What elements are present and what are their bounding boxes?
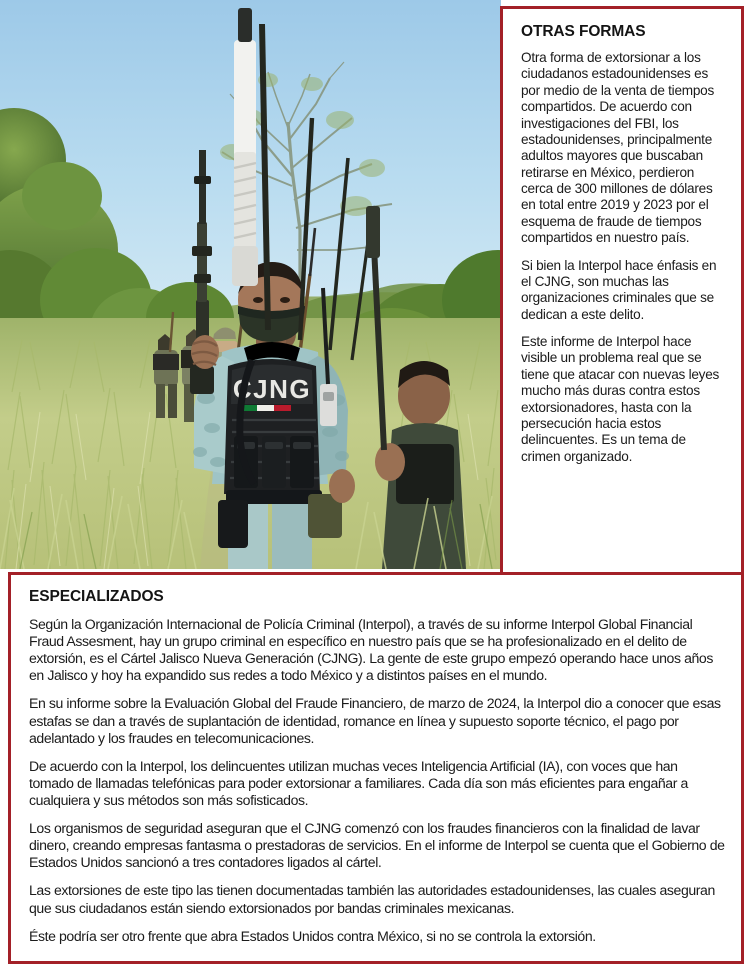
cjng-vest-text: CJNG (232, 374, 312, 404)
especializados-paragraph-2: En su informe sobre la Evaluación Global del Fraude Financiero, de marzo de 2024, la Interpol dio a conocer que esas estafas se dan a través de suplantación de identidad, romance en línea y supuesto soporte técnico, el pago por adelantado y los fraudes en telecomunicaciones. (29, 695, 721, 746)
otras-formas-paragraph-1: Otra forma de extorsionar a los ciudadanos estadounidenses es por medio de la venta de tiempos compartidos. De acuerdo con investigaciones del FBI, los estadounidenses, principalmente adultos mayores que buscaban retirarse en México, perdieron cerca de 300 millones de dólares en total entre 2019 y 2023 por el esquema de fraude de tiempos compartidos en nuestro país. (521, 50, 715, 246)
otras-formas-paragraph-3: Este informe de Interpol hace visible un problema real que se tiene que atacar con nuevas leyes mucho más duras contra estos extorsionadores, hasta con la persecución hacia estos delincuentes. Es un tema de crimen organizado. (521, 334, 720, 464)
especializados-paragraph-6: Éste podría ser otro frente que abra Estados Unidos contra México, si no se controla la extorsión. (29, 927, 596, 944)
especializados-paragraph-3: De acuerdo con la Interpol, los delincuentes utilizan muchas veces Inteligencia Artificial (IA), con voces que han tomado de llamadas telefónicas para poder extorsionar a familiares. Cada día son más eficientes para engañar a cualquiera y sus métodos son más sofisticados. (29, 757, 688, 808)
photo-illustration (0, 0, 501, 569)
especializados-paragraph-4: Los organismos de seguridad aseguran que el CJNG comenzó con los fraudes financieros con la finalidad de lavar dinero, creando empresas fantasma o prestadoras de servicios. En el informe de Interpol se cuenta que el Gobierno de Estados Unidos sancionó a tres contadores ligados al cártel. (29, 820, 725, 871)
especializados-heading: ESPECIALIZADOS (29, 588, 164, 605)
white-rifle-barrel (232, 8, 258, 286)
otras-formas-heading: OTRAS FORMAS (521, 23, 646, 40)
article-photo (0, 0, 501, 569)
otras-formas-panel (500, 6, 744, 578)
especializados-paragraph-5: Las extorsiones de este tipo las tienen documentadas también las autoridades estadounidenses, las cuales aseguran que sus ciudadanos están siendo extorsionados por bandas criminales mexicanas. (29, 882, 715, 916)
especializados-panel (8, 572, 744, 964)
otras-formas-paragraph-2: Si bien la Interpol hace énfasis en el CJNG, son muchas las organizaciones criminales que se dedican a este delito. (521, 257, 717, 322)
especializados-paragraph-1: Según la Organización Internacional de Policía Criminal (Interpol), a través de su informe Interpol Global Financial Fraud Assesment, hay un grupo criminal en específico en nuestro país que se ha profesionalizado en el delito de extorsión, es el Cártel Jalisco Nueva Generación (CJNG). La gente de este grupo empezó operando hace unos años en Jalisco y hoy ha expandido sus redes a todo México y a distintos países en el mundo. (29, 616, 713, 684)
